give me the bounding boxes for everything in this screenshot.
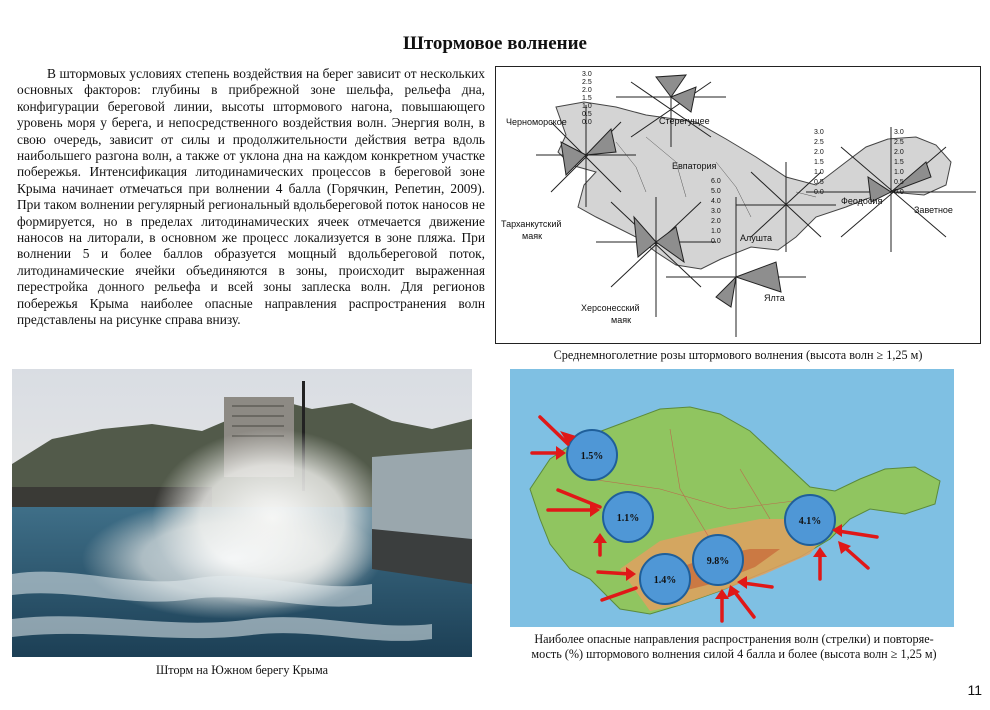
svg-text:1.0: 1.0 (711, 228, 721, 235)
svg-text:1.5: 1.5 (582, 95, 592, 102)
svg-text:2.0: 2.0 (711, 218, 721, 225)
svg-text:2.5: 2.5 (582, 79, 592, 86)
risk-circle-3 (640, 554, 690, 604)
svg-text:0.5: 0.5 (894, 179, 904, 186)
scale-a (582, 71, 592, 126)
photo-caption: Шторм на Южном берегу Крыма (156, 663, 328, 677)
risk-circle-5 (785, 495, 835, 545)
svg-text:9.8%: 9.8% (706, 556, 730, 567)
risk-map-caption (493, 632, 975, 662)
svg-text:1.5: 1.5 (894, 159, 904, 166)
svg-text:2.5: 2.5 (894, 139, 904, 146)
wave-rose-caption: Среднемноголетние розы штормового волнения (высота волн ≥ 1,25 м) (553, 348, 923, 362)
svg-text:0.0: 0.0 (582, 119, 592, 126)
label-steregushchee: Стерегущее (659, 116, 710, 126)
scale-b (711, 178, 721, 245)
body-paragraph: В штормовых условиях степень воздействия на берег зависит от нескольких основных факторов: глубины в прибрежной зоне шельфа, рельефа дна, конфигурации береговой линии, высоты штормового нагона, повышающего уровень моря у берега, и непосредственного воздействия волн. Энергия волн, в свою очередь, зависит от силы и продолжительности действия ветра вдоль наибольшего разгона волн, а также от уклона дна на каждом конкретном участке побережья. Интенсификация литодинамических процессов в береговой зоне Крыма начинает отмечаться при волнении 4 балла (Горячкин, Репетин, 2009). При таком волнении регулярный региональный вдольбереговой поток наносов не формируется, но в пределах литодинамических ячеек отмечается движение наносов на литорали, в основном же процесс локализуется в зоне пляжа. При волнении 5 и более баллов образуется мощный вдольбереговой поток, литодинамические ячейки объединяются в зоны, происходит выраженная перестройка донного рельефа и всей зоны заплеска волн. Для регионов побережья Крыма наиболее опасные направления распространения волн представлены на рисунке справа внизу. (17, 66, 485, 328)
svg-text:0.0: 0.0 (894, 189, 904, 196)
scale-c (814, 129, 824, 196)
svg-text:0.5: 0.5 (814, 179, 824, 186)
svg-text:2.0: 2.0 (582, 87, 592, 94)
scale-d (894, 129, 904, 196)
storm-photo (12, 369, 472, 657)
label-evpatoriya: Евпатория (672, 161, 717, 171)
svg-text:5.0: 5.0 (711, 188, 721, 195)
svg-text:2.0: 2.0 (814, 149, 824, 156)
risk-caption-line-2: мость (%) штормового волнения силой 4 балла и более (высота волн ≥ 1,25 м) (531, 647, 937, 661)
label-mayak-2: маяк (611, 315, 632, 325)
label-yalta: Ялта (764, 293, 785, 303)
label-feodosiya: Феодосия (841, 196, 883, 206)
svg-text:2.0: 2.0 (894, 149, 904, 156)
svg-text:0.0: 0.0 (814, 189, 824, 196)
svg-text:1.0: 1.0 (582, 103, 592, 110)
label-zavetnoe: Заветное (914, 205, 953, 215)
svg-text:1.0: 1.0 (894, 169, 904, 176)
svg-text:0.5: 0.5 (582, 111, 592, 118)
svg-text:3.0: 3.0 (894, 129, 904, 136)
svg-text:4.0: 4.0 (711, 198, 721, 205)
page-title: Штормовое волнение (402, 33, 587, 54)
svg-text:1.1%: 1.1% (616, 513, 640, 524)
risk-caption-line-1: Наиболее опасные направления распространения волн (стрелки) и повторяе- (534, 632, 934, 646)
svg-text:1.5%: 1.5% (580, 451, 604, 462)
risk-map (510, 369, 954, 627)
svg-text:1.5: 1.5 (814, 159, 824, 166)
svg-text:3.0: 3.0 (814, 129, 824, 136)
svg-text:1.0: 1.0 (814, 169, 824, 176)
svg-text:4.1%: 4.1% (798, 516, 822, 527)
svg-text:0.0: 0.0 (711, 238, 721, 245)
page-number: 11 (967, 682, 982, 698)
svg-text:3.0: 3.0 (582, 71, 592, 78)
label-alushta: Алушта (740, 233, 773, 243)
label-khersones: Херсонесский (581, 303, 640, 313)
label-chernomorskoe: Черноморское (506, 117, 567, 127)
svg-text:2.5: 2.5 (814, 139, 824, 146)
svg-text:3.0: 3.0 (711, 208, 721, 215)
risk-circle-4 (693, 535, 743, 585)
risk-circle-2 (603, 492, 653, 542)
label-mayak-1: маяк (522, 231, 543, 241)
svg-text:6.0: 6.0 (711, 178, 721, 185)
label-tarkhankut: Тарханкутский (501, 219, 562, 229)
wave-rose-map (495, 66, 981, 344)
svg-text:1.4%: 1.4% (653, 575, 677, 586)
